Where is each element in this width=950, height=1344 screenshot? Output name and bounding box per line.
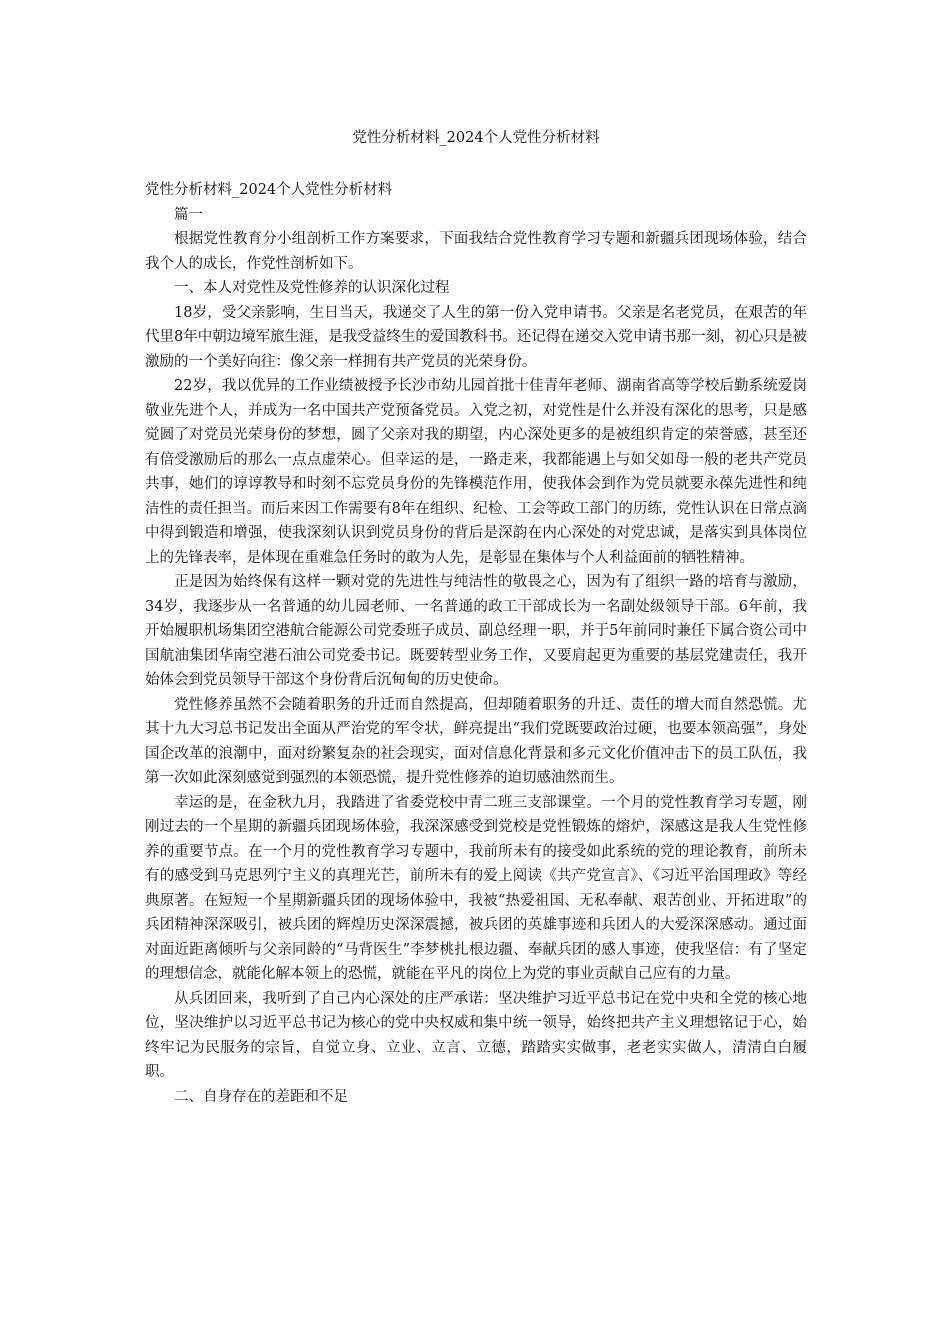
document-body [145,178,807,1109]
paragraph-party-school: 幸运的是，在金秋九月，我踏进了省委党校中青二班三支部课堂。一个月的党性教育学习专题，刚刚过去的一个星期的新疆兵团现场体验，我深深感受到党校是党性锻炼的熔炉，深感这是我人生党性修养的重要节点。在一个月的党性教育学习专题中，我前所未有的接受如此系统的党的理论教育，前所未有的感受到马克思列宁主义的真理光芒，前所未有的爱上阅读《共产党宣言》、《习近平治国理政》等经典原著。在短短一个星期新疆兵团的现场体验中，我被“热爱祖国、无私奉献、艰苦创业、开拓进取”的兵团精神深深吸引，被兵团的辉煌历史深深震撼，被兵团的英雄事迹和兵团人的大爱深深感动。通过面对面近距离倾听与父亲同龄的“马背医生”李梦桃扎根边疆、奉献兵团的感人事迹，使我坚信：有了坚定的理想信念，就能化解本领上的恐慌，就能在平凡的岗位上为党的事业贡献自己应有的力量。 [145,794,807,982]
paragraph-commitment: 从兵团回来，我听到了自己内心深处的庄严承诺：坚决维护习近平总书记在党中央和全党的核心地位，坚决维护以习近平总书记为核心的党中央权威和集中统一领导，始终把共产主义理想铭记于心，始终牢记为民服务的宗旨，自觉立身、立业、立言、立德，踏踏实实做事，老老实实做人，清清白白履职。 [145,990,807,1080]
paragraph-party-cultivation: 党性修养虽然不会随着职务的升迁而自然提高，但却随着职务的升迁、责任的增大而自然恐慌。尤其十九大习总书记发出全面从严治党的军令状，鲜亮提出“我们党既要政治过硬，也要本领高强”，身处国企改革的浪潮中，面对纷繁复杂的社会现实，面对信息化背景和多元文化价值冲击下的员工队伍，我第一次如此深刻感觉到强烈的本领恐慌，提升党性修养的迫切感油然而生。 [145,696,807,786]
heading-section-2: 二、自身存在的差距和不足 [174,1088,348,1105]
paragraph-age-18: 18岁，受父亲影响，生日当天，我递交了人生的第一份入党申请书。父亲是名老党员，在艰苦的年代里8年中朝边境军旅生涯，是我受益终生的爱国教科书。还记得在递交入党申请书那一刻，初心只是被激励的一个美好向往：像父亲一样拥有共产党员的光荣身份。 [145,304,807,370]
document-subtitle: 党性分析材料_2024个人党性分析材料 [145,182,393,198]
paragraph-age-22: 22岁，我以优异的工作业绩被授予长沙市幼儿园首批十佳青年老师、湖南省高等学校后勤系统爱岗敬业先进个人，并成为一名中国共产党预备党员。入党之初，对党性是什么并没有深化的思考，只是感觉圆了对党员光荣身份的梦想，圆了父亲对我的期望，内心深处更多的是被组织肯定的荣誉感，甚至还有倍受激励后的那么一点点虚荣心。但幸运的是，一路走来，我都能遇上与如父如母一般的老共产党员共事，她们的谆谆教导和时刻不忘党员身份的先锋模范作用，使我体会到作为党员就要永葆先进性和纯洁性的责任担当。而后来因工作需要有8年在组织、纪检、工会等政工部门的历练，党性认识在日常点滴中得到锻造和增强，使我深刻认识到党员身份的背后是深韵在内心深处的对党忠诚，是落实到具体岗位上的先锋表率，是体现在重难急任务时的敢为人先，是彰显在集体与个人利益面前的牺牲精神。 [145,378,807,566]
heading-section-1: 一、本人对党性及党性修养的认识深化过程 [174,280,450,296]
paragraph-age-34: 正是因为始终保有这样一颗对党的先进性与纯洁性的敬畏之心，因为有了组织一路的培育与激励，34岁，我逐步从一名普通的幼儿园老师、一名普通的政工干部成长为一名副处级领导干部。6年前，我开始履职机场集团空港航合能源公司党委班子成员、副总经理一职，并于5年前同时兼任下属合资公司中国航油集团华南空港石油公司党委书记。既要转型业务工作，又要肩起更为重要的基层党建责任，我开始体会到党员领导干部这个身份背后沉甸甸的历史使命。 [145,574,807,688]
paragraph-intro: 根据党性教育分小组剖析工作方案要求，下面我结合党性教育学习专题和新疆兵团现场体验，结合我个人的成长，作党性剖析如下。 [145,231,807,272]
page-title: 党性分析材料_2024个人党性分析材料 [352,130,600,146]
section-label: 篇一 [174,206,203,223]
